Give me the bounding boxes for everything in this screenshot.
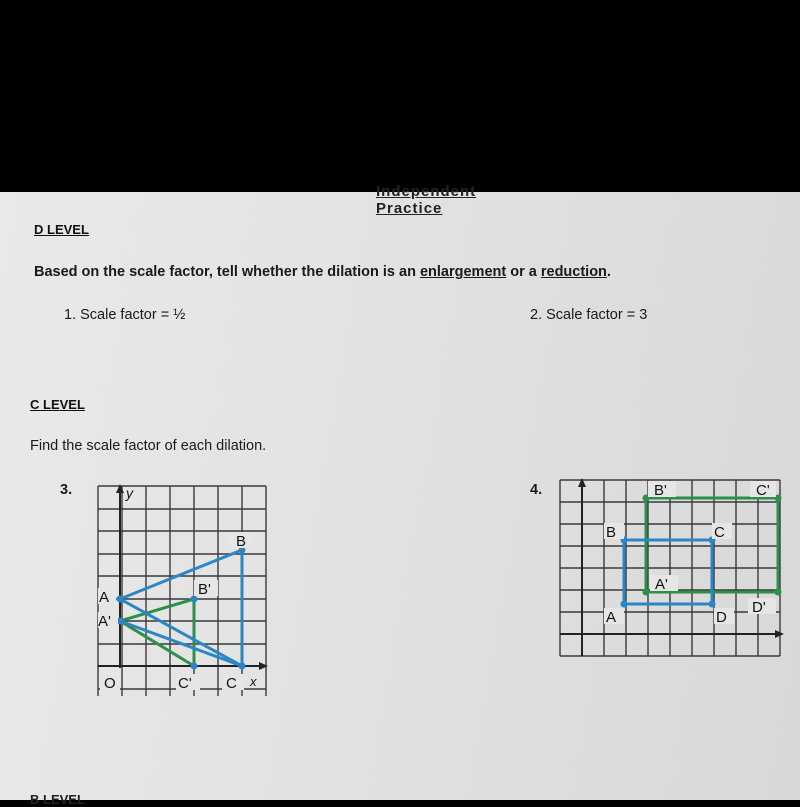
problem-3-graph [96,484,272,702]
d-level-instruction-pre: Based on the scale factor, tell whether the dilation is an [34,264,420,280]
triangle-original [120,550,242,666]
label-C-prime: C' [756,482,770,499]
problem-4-axes [560,478,784,656]
d-level-instruction-mid: or a [506,264,541,280]
label-B: B [606,524,617,541]
problem-2: 2. Scale factor = 3 [530,307,648,323]
c-level-instruction: Find the scale factor of each dilation. [30,438,267,454]
label-D: D [716,609,727,626]
label-B-prime: B' [654,482,667,499]
worksheet-title [376,183,500,217]
keyword-enlargement: enlargement [419,264,507,280]
label-B-prime: B' [198,581,211,598]
problem-4-graph [558,478,784,662]
label-C: C [714,524,725,541]
problem-3-number: 3. [60,482,73,498]
problem-4-vertices [621,537,716,608]
label-y: y [126,485,133,501]
label-C-prime: C' [178,675,192,692]
d-level-heading: D LEVEL [34,222,89,237]
label-A-prime: A' [98,613,111,630]
d-level-instruction-post: . [606,264,611,280]
problem-4-number: 4. [530,482,543,498]
label-D-prime: D' [752,599,766,616]
next-section-heading-text: B LEVEL [30,792,85,807]
label-C: C [226,675,237,692]
label-A-prime: A' [655,576,668,593]
problem-1: 1. Scale factor = ½ [64,307,186,323]
c-level-heading: C LEVEL [30,397,85,412]
label-A: A [606,609,617,626]
worksheet-page [0,183,800,807]
label-B: B [236,533,247,550]
next-section-heading [30,792,110,807]
label-A: A [99,589,110,606]
square-original [624,540,712,604]
label-x: x [250,674,257,689]
worksheet-title-text: Independent Practice [376,183,477,217]
keyword-reduction: reduction [540,264,607,280]
problem-4-grid [560,480,780,656]
label-origin: O [104,675,116,692]
d-level-instruction [34,264,611,280]
